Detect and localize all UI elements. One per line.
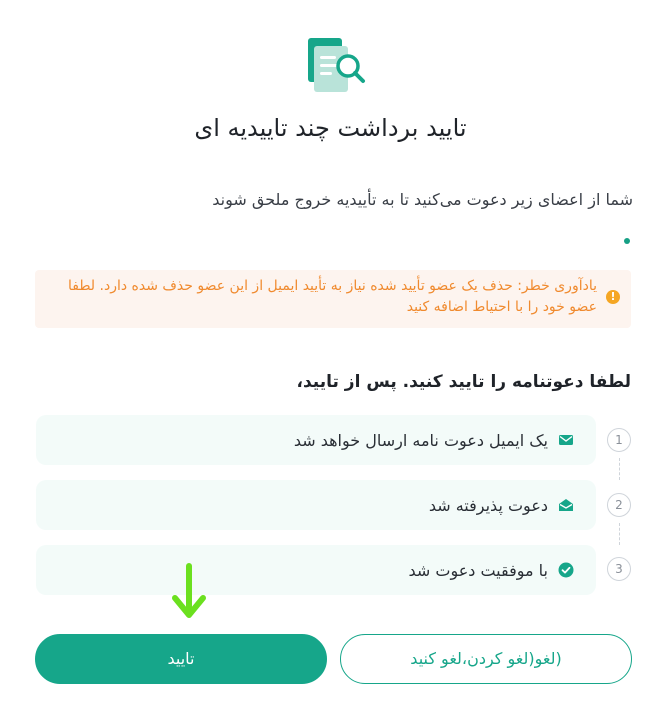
check-circle-icon bbox=[558, 562, 574, 578]
risk-warning-banner bbox=[35, 270, 631, 328]
arrow-down-icon bbox=[170, 562, 208, 622]
step-label: با موفقیت دعوت شد bbox=[408, 560, 548, 580]
step-connector bbox=[619, 458, 620, 480]
step-number: 1 bbox=[607, 428, 631, 452]
cancel-button[interactable]: (لغو(لغو کردن،لغو کنید bbox=[340, 634, 632, 684]
dialog-title: تایید برداشت چند تاییدیه ای bbox=[194, 114, 467, 142]
risk-warning-text: یادآوری خطر: حذف یک عضو تأیید شده نیاز به تأیید ایمیل از این عضو حذف شده دارد. لطفا عضو خود را با احتیاط اضافه کنید bbox=[67, 278, 597, 315]
step-number: 2 bbox=[607, 493, 631, 517]
confirm-button[interactable]: تایید bbox=[35, 634, 327, 684]
mail-icon bbox=[558, 432, 574, 448]
open-mail-icon bbox=[558, 497, 574, 513]
bullet-dot bbox=[624, 238, 630, 244]
dialog-description: شما از اعضای زیر دعوت می‌کنید تا به تأییدیه خروج ملحق شوند bbox=[212, 190, 633, 209]
step-connector bbox=[619, 523, 620, 545]
step-number: 3 bbox=[607, 557, 631, 581]
step-item-invitation-accepted bbox=[36, 480, 596, 530]
step-item-email-sent bbox=[36, 415, 596, 465]
step-label: یک ایمیل دعوت نامه ارسال خواهد شد bbox=[293, 430, 548, 450]
step-item-invited-successfully bbox=[36, 545, 596, 595]
steps-heading: لطفا دعوتنامه را تایید کنید. پس از تایید، bbox=[296, 372, 631, 392]
step-label: دعوت پذیرفته شد bbox=[428, 495, 548, 515]
warning-icon: ! bbox=[606, 290, 620, 304]
document-search-icon bbox=[300, 34, 370, 98]
